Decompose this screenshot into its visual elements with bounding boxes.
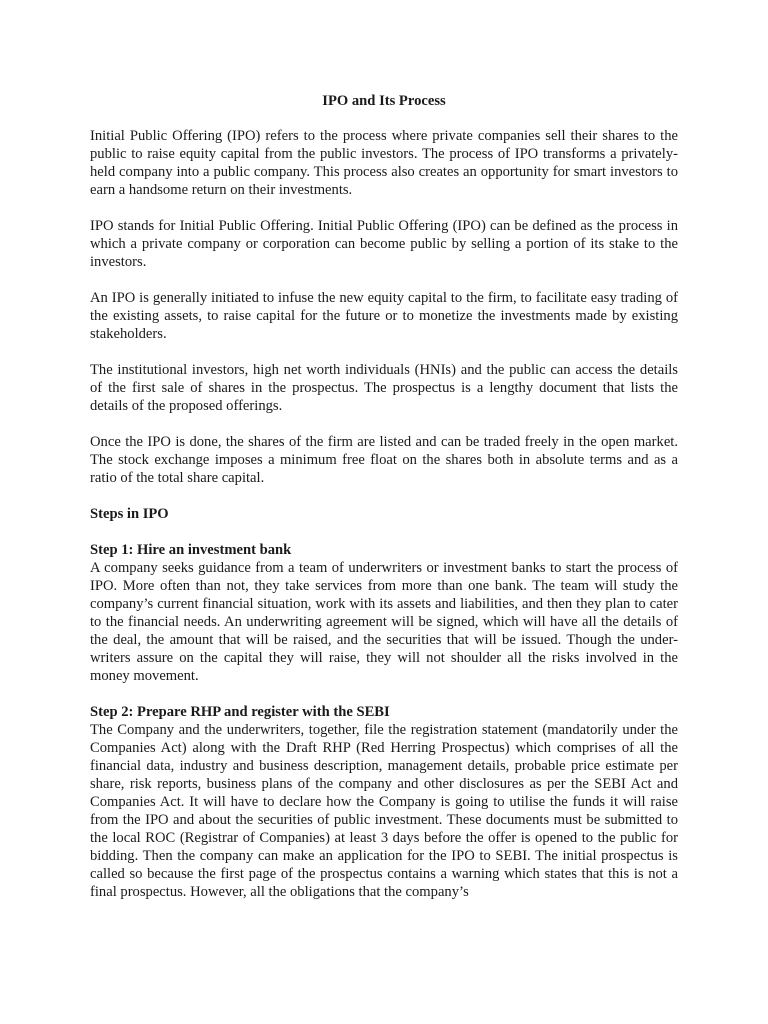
step-2-body: The Company and the underwriters, together, file the registration statement (mandatorily under the Companies Act) along with the Draft RHP (Red Herring Prospectus) which comprises of all the financial data, industry and business description, management details, probable price estimate per share, risk reports, business plans of the company and other disclosures as per the SEBI Act and Companies Act. It will have to declare how the Company is going to utilise the funds it will raise from the IPO and about the securities of public investment. These documents must be submitted to the local ROC (Registrar of Companies) at least 3 days before the offer is opened to the public for bidding. Then the company can make an application for the IPO to SEBI. The initial prospectus is called so because the first page of the prospectus contains a warning which states that this is not a final prospectus. However, all the obligations that the company’s [90, 722, 678, 900]
step-block-1 [90, 541, 678, 685]
intro-paragraph: Initial Public Offering (IPO) refers to the process where private companies sell their shares to the public to raise equity capital from the public investors. The process of IPO transforms a privately-held company into a public company. This process also creates an opportunity for smart investors to earn a handsome return on their investments. [90, 128, 678, 198]
listing-paragraph: Once the IPO is done, the shares of the firm are listed and can be traded freely in the open market. The stock exchange imposes a minimum free float on the shares both in absolute terms and as a ratio of the total share capital. [90, 434, 678, 486]
step-1-body: A company seeks guidance from a team of underwriters or investment banks to start the process of IPO. More often than not, they take services from more than one bank. The team will study the company’s current financial situation, work with its assets and liabilities, and then they plan to cater to the financial needs. An underwriting agreement will be signed, which will have all the details of the deal, the amount that will be raised, and the securities that will be issued. Though the under-writers assure on the capital they will raise, they will not shoulder all the risks involved in the money movement. [90, 560, 678, 684]
document-title: IPO and Its Process [322, 93, 446, 109]
definition-paragraph: IPO stands for Initial Public Offering. Initial Public Offering (IPO) can be defined as the process in which a private company or corporation can become public by selling a portion of its stake to the investors. [90, 218, 678, 270]
step-block-2 [90, 703, 678, 901]
prospectus-paragraph: The institutional investors, high net worth individuals (HNIs) and the public can access the details of the first sale of shares in the prospectus. The prospectus is a lengthy document that lists the details of the proposed offerings. [90, 362, 678, 414]
steps-heading: Steps in IPO [90, 506, 169, 522]
step-2-heading: Step 2: Prepare RHP and register with the SEBI [90, 704, 390, 720]
purpose-paragraph: An IPO is generally initiated to infuse the new equity capital to the firm, to facilitate easy trading of the existing assets, to raise capital for the future or to monetize the investments made by existing stakeholders. [90, 290, 678, 342]
document-page [90, 92, 678, 919]
step-1-heading: Step 1: Hire an investment bank [90, 542, 292, 558]
